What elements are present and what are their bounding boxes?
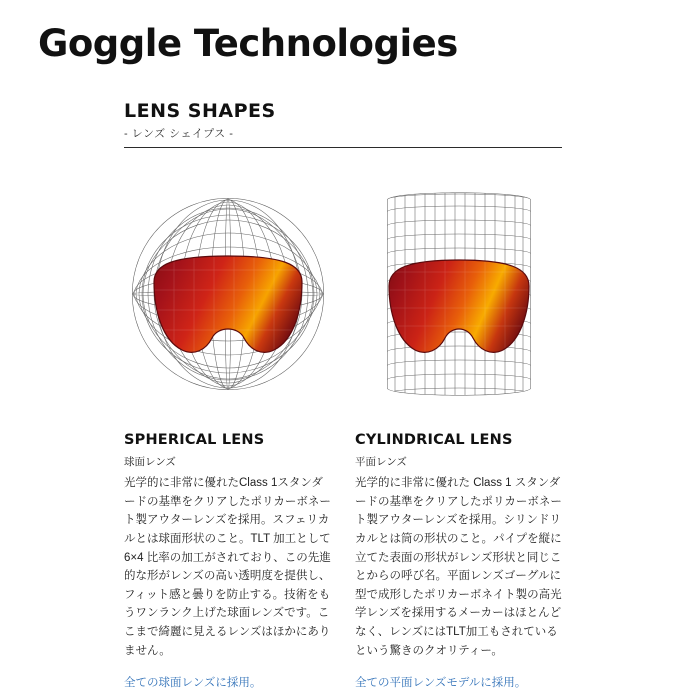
lens-item-body: 光学的に非常に優れたClass 1スタンダードの基準をクリアしたポリカーボネート製アウターレンズを採用。スフェリカルとは球面形状のこと。TLT 加工として6×4 比率の加工がされており、この先進的な形がレンズの高い透明度を提供し、フィット感と曇りを防止する。技術をもうワンランク上げた球面レンズです。ここまで綺麗に見えるレンズはほかにありません。: [124, 477, 331, 657]
lens-shape-columns: [124, 160, 564, 690]
lens-item-link[interactable]: 全ての球面レンズに採用。: [124, 677, 262, 690]
lens-item-subtitle: 平面レンズ: [355, 456, 407, 468]
lens-item-cylindrical: [355, 160, 564, 690]
lens-item-title: CYLINDRICAL LENS: [355, 432, 513, 448]
section-divider: [124, 147, 562, 148]
section-header: [124, 100, 562, 148]
section-subtitle: - レンズ シェイプス -: [124, 128, 234, 140]
spherical-lens-globe-illustration: [124, 160, 333, 428]
section-title: LENS SHAPES: [124, 100, 276, 122]
lens-item-link[interactable]: 全ての平面レンズモデルに採用。: [355, 677, 527, 690]
cylindrical-lens-cylinder-illustration: [355, 160, 564, 428]
cylindrical-lens-svg: [355, 160, 564, 428]
lens-item-title: SPHERICAL LENS: [124, 432, 265, 448]
lens-item-spherical: [124, 160, 333, 690]
lens-item-body: 光学的に非常に優れた Class 1 スタンダードの基準をクリアしたポリカーボネート製アウターレンズを採用。シリンドリカルとは筒の形状のこと。パイプを縦に立てた表面の形状がレンズ形状と同じことからの呼び名。平面レンズゴーグルに型で成形したポリカーボネイト製の高光学レンズを採用するメーカーはほとんどなく、レンズにはTLT加工もされているという驚きのクオリティー。: [355, 477, 562, 657]
spherical-lens-svg: [124, 160, 333, 428]
lens-item-subtitle: 球面レンズ: [124, 456, 176, 468]
page-title: Goggle Technologies: [38, 22, 458, 65]
